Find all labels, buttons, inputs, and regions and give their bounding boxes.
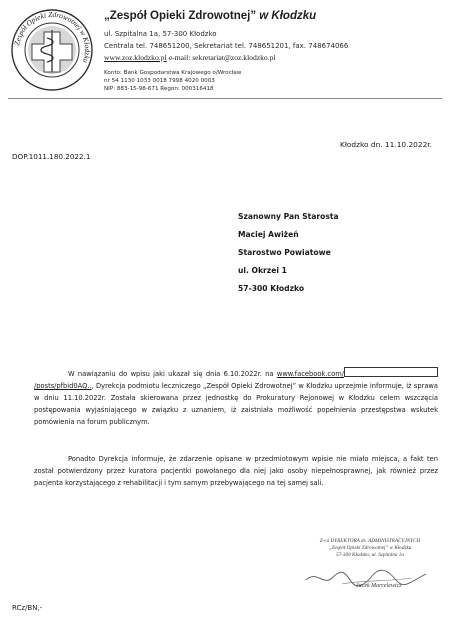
paragraph-2: Ponadto Dyrekcja informuje, że zdarzenie opisane w przedmiotowym wpisie nie miało miejsca, a fakt ten został potwierdzony przez kuratora pacjentki powołanego dla niej jako osoby niepełnosprawnej, jak również przez pacjenta korzystającego z rehabilitacji i tym samym przebywającego na tej samej sali. [34,455,438,487]
place-date: Kłodzko dn. 11.10.2022r. [339,140,432,149]
recipient-line: Starostwo Powiatowe [238,248,331,257]
header-divider [8,98,442,99]
official-stamp: Z-ca DYREKTORA ds. ADMINISTRACYJNYCH „Zespół Opieki Zdrowotnej” w Kłodzku 57-300 Kłodzko, ul. Szpitalna 1a [319,538,421,558]
institution-address: ul. Szpitalna 1a, 57-300 Kłodzko [104,30,217,38]
reference-number: DOP.1011.180.2022.1 [12,152,91,161]
logo-ring-text: Zespół Opieki Zdrowotnej w Kłodzku [12,9,93,65]
redacted-box [344,367,438,377]
website-link[interactable]: www.zoz.klodzko.pl [104,53,167,62]
recipient-line: Maciej Awiżeń [238,230,299,239]
paragraph-1: W nawiązaniu do wpisu jaki ukazał się dnia 6.10.2022r. na www.facebook.com//posts/pfbid0AQ.., Dyrekcja podmiotu leczniczego „Zespół Opieki Zdrowotnej” w Kłodzku uprzejmie informuje, iż sprawa w dniu 11.10.2022r. Została skierowana przez jednostkę do Prokuratury Rejonowej w Kłodzku celem wszczęcia postępowania wyjaśniającego w związku z uznaniem, iż zaistniała możliwość popełnienia przestępstwa wskutek pomówienia na forum publicznym. [34,367,438,428]
contact-line [104,53,276,63]
hospital-logo-icon [10,8,94,92]
recipient-line: Szanowny Pan Starosta [238,212,339,221]
institution-name: „Zespół Opieki Zdrowotnej” w Kłodzku [104,10,317,22]
recipient-address [238,208,339,298]
recipient-line: 57-300 Kłodzko [238,284,305,293]
signer-name: Jacek Marcelewicz [356,583,402,589]
nip-regon: NIP: 883-15-98-671 Regon: 000316418 [104,86,214,92]
footer-reference: RCz/BN,- [12,604,43,612]
bank-line-2: nr 54 1130 1033 0018 7998 4020 0003 [104,78,215,84]
facebook-link[interactable]: www.facebook.com//posts/pfbid0AQ.. [34,370,438,390]
recipient-line: ul. Okrzei 1 [238,266,287,275]
email-text: e-mail: sekretariat@zoz.klodzko.pl [168,53,276,62]
bank-line-1: Konto: Bank Gospodarstwa Krajowego o/Wrocław [104,70,242,76]
institution-phones: Centrala tel. 748651200, Sekretariat tel. 748651201, fax. 748674066 [104,42,349,50]
